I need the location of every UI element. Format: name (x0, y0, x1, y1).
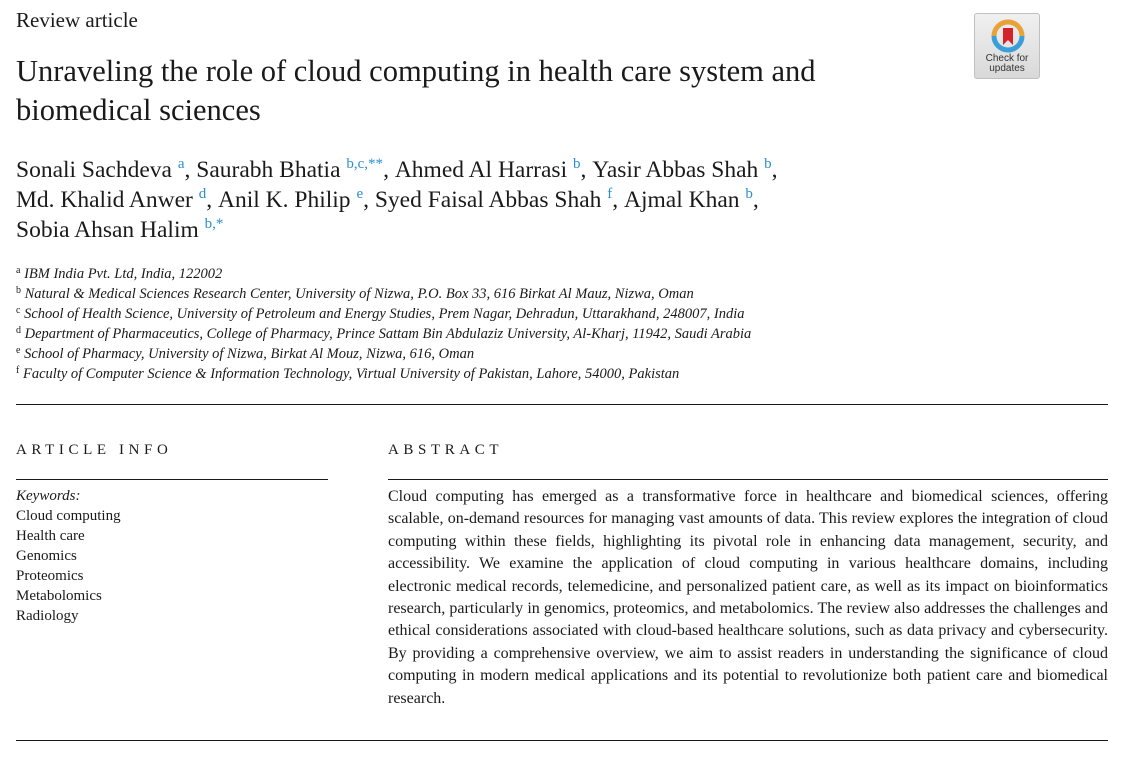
author (375, 187, 624, 213)
author-separator: , (363, 187, 375, 213)
author (218, 187, 375, 213)
author (16, 157, 196, 183)
author-affiliation-link[interactable]: b,* (204, 216, 224, 232)
article-title: Unraveling the role of cloud computing in health care system and biomedical sciences (16, 54, 816, 127)
author-name: Sobia Ahsan Halim (16, 217, 199, 243)
author-affiliation-link[interactable]: d (198, 186, 207, 202)
author-separator: , (383, 157, 395, 183)
affiliation-list (16, 264, 1116, 384)
author-name: Syed Faisal Abbas Shah (374, 187, 602, 213)
article-info-divider (16, 479, 328, 480)
author (624, 187, 759, 213)
author-name: Ajmal Khan (624, 187, 740, 213)
keyword-item: Cloud computing (16, 508, 121, 524)
affiliation-key: d (16, 325, 21, 336)
author (395, 157, 592, 183)
author-affiliation-link[interactable]: b (572, 156, 581, 172)
author-affiliation-link[interactable]: a (177, 156, 185, 172)
author (196, 157, 395, 183)
author-name: Anil K. Philip (218, 187, 351, 213)
keyword-item: Health care (16, 528, 85, 544)
author-name: Ahmed Al Harrasi (394, 157, 568, 183)
affiliation-item (16, 284, 1116, 304)
footer-divider (16, 740, 1108, 741)
affiliation-text: School of Pharmacy, University of Nizwa, Birkat Al Mouz, Nizwa, 616, Oman (24, 346, 475, 362)
author-separator: , (612, 187, 624, 213)
author-separator: , (184, 157, 197, 183)
affiliation-text: Department of Pharmaceutics, College of Pharmacy, Prince Sattam Bin Abdulaziz University, Al-Kharj, 11942, Saudi Arabia (24, 326, 752, 342)
author-name: Saurabh Bhatia (196, 157, 341, 183)
author-affiliation-link[interactable]: e (356, 186, 364, 202)
author-separator: , (771, 157, 778, 183)
author (16, 187, 218, 213)
crossmark-icon (991, 19, 1025, 53)
abstract-heading: ABSTRACT (388, 442, 504, 458)
keyword-item: Radiology (16, 608, 79, 624)
affiliation-key: e (16, 345, 21, 356)
header-divider (16, 404, 1108, 405)
check-for-updates-line2: updates (989, 63, 1025, 74)
author-affiliation-link[interactable]: b (745, 186, 753, 202)
affiliation-item (16, 264, 1116, 284)
author-name: Md. Khalid Anwer (16, 187, 193, 213)
author-separator: , (206, 187, 219, 213)
author-separator: , (580, 157, 593, 183)
keyword-item: Genomics (16, 548, 77, 564)
author (592, 157, 777, 183)
abstract-body: Cloud computing has emerged as a transformative force in healthcare and biomedical sciences, offering scalable, on-demand resources for managing vast amounts of data. This review explores the integration of cloud computing within these fields, highlighting its pivotal role in enhancing data management, security, and accessibility. We examine the application of cloud computing in various healthcare domains, including electronic medical records, telemedicine, and personalized patient care, as well as its impact on bioinformatics research, particularly in genomics, proteomics, and metabolomics. The review also addresses the challenges and ethical considerations associated with cloud-based healthcare solutions, such as data privacy and cybersecurity. By providing a comprehensive overview, we aim to assist readers in understanding the significance of cloud computing in modern medical applications and its potential to revolutionize both patient care and biomedical research. (388, 488, 1108, 707)
abstract-divider (388, 479, 1108, 480)
affiliation-text: Faculty of Computer Science & Information Technology, Virtual University of Pakistan, Lahore, 54000, Pakistan (22, 366, 680, 382)
affiliation-key: b (16, 285, 21, 296)
check-for-updates-button[interactable] (974, 13, 1040, 79)
affiliation-item (16, 344, 1116, 364)
author-name: Yasir Abbas Shah (592, 157, 759, 183)
article-info-heading: ARTICLE INFO (16, 442, 173, 458)
author-list (16, 155, 946, 245)
affiliation-text: IBM India Pvt. Ltd, India, 122002 (24, 266, 223, 282)
affiliation-text: Natural & Medical Sciences Research Center, University of Nizwa, P.O. Box 33, 616 Birkat Al Mauz, Nizwa, Oman (24, 286, 694, 302)
affiliation-key: f (16, 365, 20, 376)
keyword-item: Metabolomics (16, 588, 102, 604)
author-affiliation-link[interactable]: b (764, 156, 772, 172)
author-affiliation-link[interactable]: f (607, 186, 613, 202)
affiliation-key: a (16, 265, 21, 276)
keywords-list (16, 486, 121, 626)
affiliation-text: School of Health Science, University of Petroleum and Energy Studies, Prem Nagar, Dehradun, Uttarakhand, 248007, India (24, 306, 745, 322)
keywords-label: Keywords: (16, 488, 81, 504)
affiliation-item (16, 364, 1116, 384)
author (16, 217, 223, 243)
keyword-item: Proteomics (16, 568, 84, 584)
check-for-updates-line1: Check for (985, 53, 1029, 64)
article-type: Review article (16, 8, 138, 32)
author-name: Sonali Sachdeva (16, 157, 172, 183)
check-for-updates-label (975, 54, 1039, 74)
affiliation-item (16, 304, 1116, 324)
affiliation-item (16, 324, 1116, 344)
author-affiliation-link[interactable]: b,c,** (346, 156, 384, 172)
affiliation-key: c (16, 305, 21, 316)
author-separator: , (752, 187, 759, 213)
